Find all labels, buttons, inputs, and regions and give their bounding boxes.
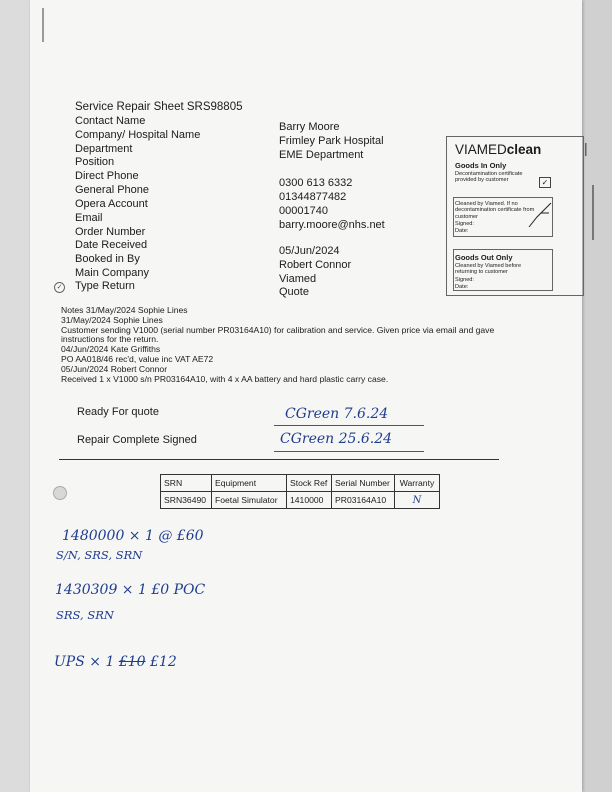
table-header-cell: Warranty: [395, 475, 440, 492]
ready-signature: CGreen 7.6.24: [285, 406, 389, 422]
signature-scribble-icon: [527, 201, 553, 231]
field-label: Company/ Hospital Name: [75, 129, 201, 141]
table-cell: PR03164A10: [332, 492, 395, 509]
field-value: 05/Jun/2024: [279, 245, 340, 257]
notes-line: Received 1 x V1000 s/n PR03164A10, with 4 x AA battery and hard plastic carry case.: [61, 373, 389, 384]
field-value: Quote: [279, 286, 309, 298]
table-cell: Foetal Simulator: [212, 492, 287, 509]
repair-signature: CGreen 25.6.24: [280, 431, 393, 447]
field-value: 0300 613 6332: [279, 177, 353, 189]
viamed-clean-logo: VIAMEDclean: [455, 142, 542, 157]
goods-out-signed-label: Signed:: [455, 277, 474, 283]
notes-line: instructions for the return.: [61, 334, 159, 345]
table-header-cell: Stock Ref: [287, 475, 332, 492]
viamed-clean-box: [446, 136, 584, 296]
ready-for-quote-label: Ready For quote: [77, 406, 159, 418]
section-divider: [59, 459, 499, 460]
handwritten-line: SRS, SRN: [56, 608, 114, 622]
field-value: Viamed: [279, 273, 317, 285]
notes-line: Customer sending V1000 (serial number PR03164A10) for calibration and service. Given price via email and gave: [61, 324, 495, 335]
struck-price: £10: [118, 654, 146, 670]
field-label: Opera Account: [75, 198, 148, 210]
handwritten-line: S/N, SRS, SRN: [56, 548, 143, 562]
edge-mark: |: [584, 140, 588, 156]
goods-in-heading: Goods In Only: [455, 161, 507, 170]
goods-out-text: Cleaned by Viamed before returning to customer: [455, 263, 522, 276]
field-label: Date Received: [75, 239, 148, 251]
table-cell: N: [395, 492, 440, 509]
equipment-table: [160, 474, 440, 509]
table-header-cell: SRN: [161, 475, 212, 492]
handwritten-line: 1430309 × 1 £0 POC: [55, 582, 206, 598]
field-label: General Phone: [75, 184, 149, 196]
notes-section: [61, 306, 541, 384]
field-value: Frimley Park Hospital: [279, 135, 384, 147]
cleaned-by-text: Cleaned by Viamed. If no decontamination certificate from customer: [455, 201, 535, 220]
field-label: Position: [75, 156, 115, 168]
field-label: Email: [75, 212, 103, 224]
notes-line: 04/Jun/2024 Kate Griffiths: [61, 344, 161, 355]
punch-hole: [53, 486, 67, 500]
table-row: [161, 492, 440, 509]
check-bullet-icon: ✓: [54, 282, 65, 293]
field-value: Robert Connor: [279, 259, 352, 271]
field-value: 00001740: [279, 205, 328, 217]
notes-line: 31/May/2024 Sophie Lines: [61, 314, 163, 325]
edge-line: [592, 185, 594, 240]
repair-complete-label: Repair Complete Signed: [77, 434, 197, 446]
table-cell: SRN36490: [161, 492, 212, 509]
notes-line: PO AA018/46 rec'd, value inc VAT AE72: [61, 353, 214, 364]
cleaned-date-label: Date:: [455, 228, 469, 234]
goods-out-heading: Goods Out Only: [455, 253, 513, 262]
notes-line: 05/Jun/2024 Robert Connor: [61, 363, 168, 374]
field-label: Department: [75, 143, 133, 155]
page-edge-mark: [42, 8, 44, 42]
sheet-title: Service Repair Sheet SRS98805: [75, 101, 243, 113]
field-value: 01344877482: [279, 191, 347, 203]
repair-signature-line: [274, 451, 424, 452]
field-label: Main Company: [75, 267, 149, 279]
notes-line: Notes 31/May/2024 Sophie Lines: [61, 305, 188, 315]
field-label: Booked in By: [75, 253, 140, 265]
table-cell: 1410000: [287, 492, 332, 509]
handwritten-line: 1480000 × 1 @ £60: [62, 528, 204, 544]
field-value: EME Department: [279, 149, 364, 161]
field-value: Barry Moore: [279, 121, 340, 133]
cleaned-signed-label: Signed:: [455, 221, 474, 227]
field-value: barry.moore@nhs.net: [279, 219, 385, 231]
field-label: Direct Phone: [75, 170, 139, 182]
document-page: [30, 0, 582, 792]
ready-signature-line: [274, 425, 424, 426]
field-label: Type Return: [75, 280, 135, 292]
adjacent-page-edge: [582, 0, 612, 792]
field-label: Contact Name: [75, 115, 146, 127]
goods-out-date-label: Date:: [455, 284, 469, 290]
table-header-row: [161, 475, 440, 492]
table-header-cell: Serial Number: [332, 475, 395, 492]
field-label: Order Number: [75, 226, 146, 238]
goods-in-checkbox: ✓: [539, 177, 551, 188]
goods-in-text: Decontamination certificate provided by customer: [455, 171, 523, 184]
table-header-cell: Equipment: [212, 475, 287, 492]
handwritten-line: UPS × 1 £10 £12: [54, 654, 177, 670]
